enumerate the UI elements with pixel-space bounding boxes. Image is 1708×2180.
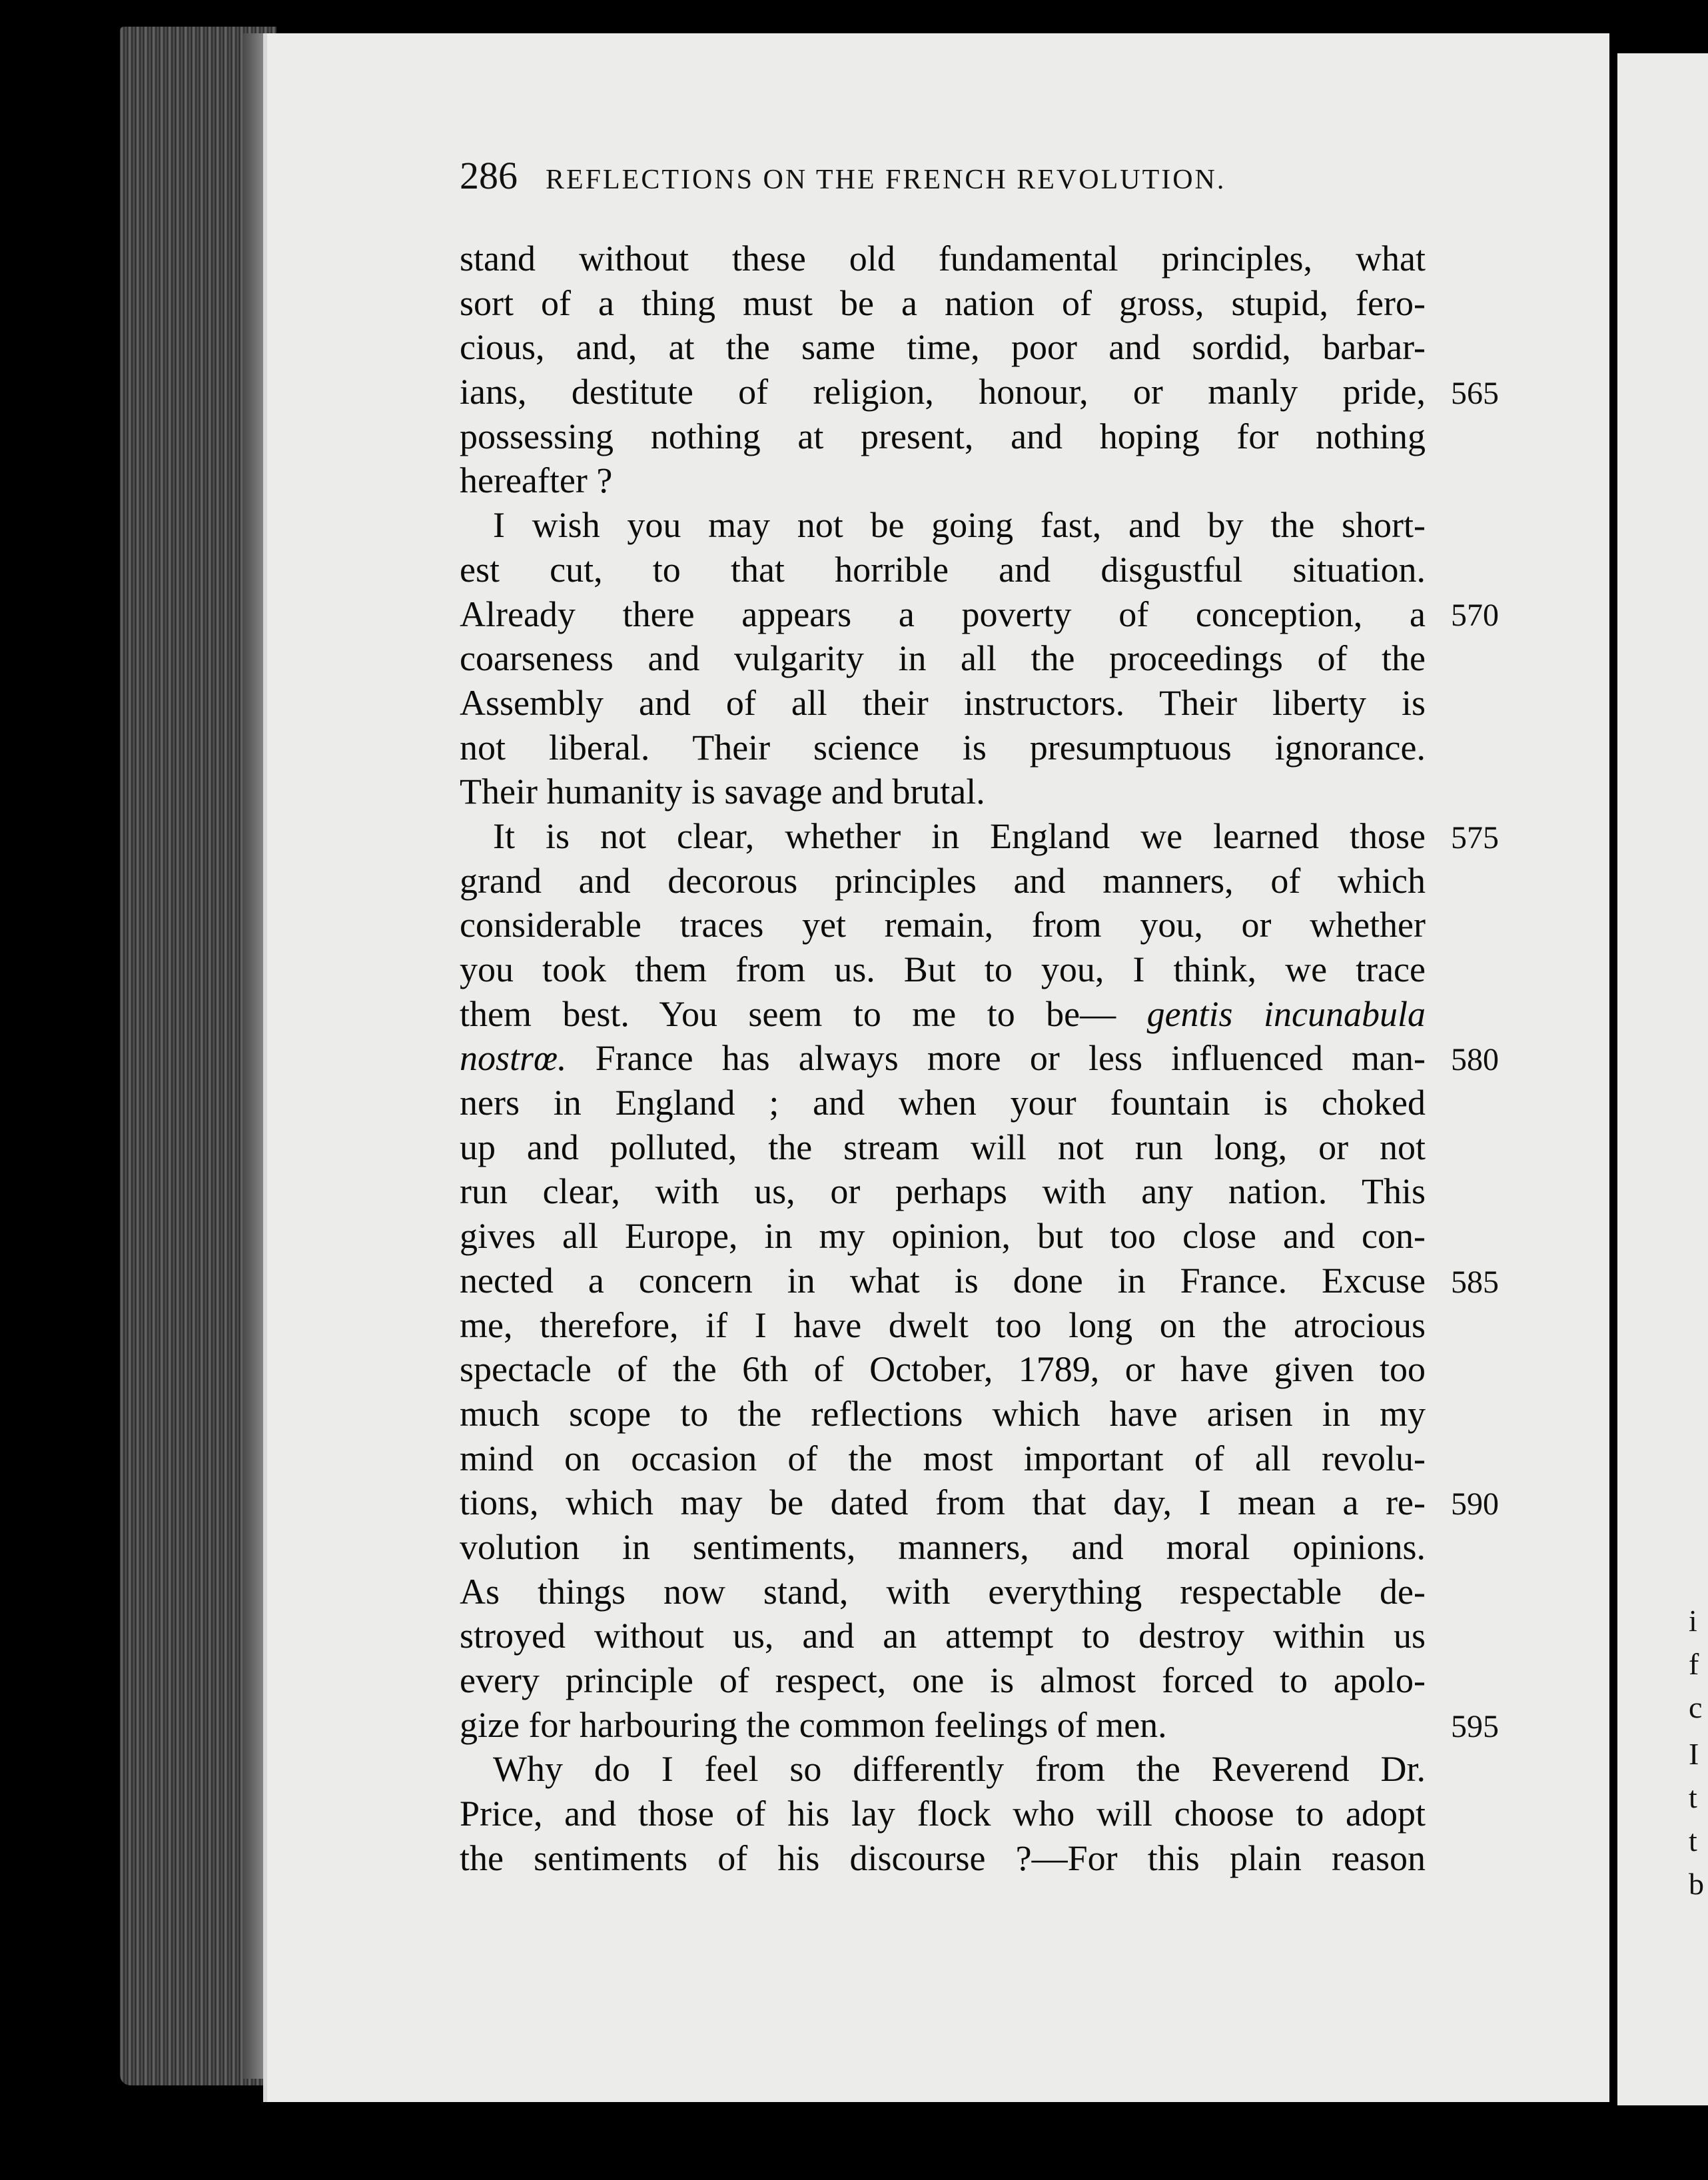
text-line: run clear, with us, or perhaps with any nation. This [460, 1171, 1426, 1212]
adjacent-page-glyph: t [1689, 1824, 1697, 1858]
text-line: considerable traces yet remain, from you, or whether [460, 905, 1426, 945]
text-line: cious, and, at the same time, poor and sordid, barbar- [460, 327, 1426, 368]
adjacent-page-glyph: i [1689, 1604, 1697, 1638]
line-number: 570 [1451, 598, 1499, 633]
text-line: coarseness and vulgarity in all the proceedings of the [460, 638, 1426, 679]
text-line-mixed [460, 1036, 1426, 1081]
running-head [460, 153, 1392, 213]
text-line: Assembly and of all their instructors. Their liberty is [460, 682, 1426, 723]
page-number: 286 [460, 154, 518, 197]
adjacent-page-glyph: I [1689, 1737, 1699, 1771]
text-fragment: France has always more or less influenced man- [595, 1038, 1426, 1079]
text-line: Their humanity is savage and brutal. [460, 772, 985, 812]
text-line: me, therefore, if I have dwelt too long on the atrocious [460, 1305, 1426, 1345]
text-line: hereafter ? [460, 460, 613, 501]
line-number: 575 [1451, 820, 1499, 855]
text-line: up and polluted, the stream will not run long, or not [460, 1127, 1426, 1167]
text-line: every principle of respect, one is almost forced to apolo- [460, 1660, 1426, 1700]
text-line: Why do I feel so differently from the Reverend Dr. [493, 1749, 1426, 1790]
latin-phrase: nostrœ. [460, 1038, 567, 1079]
text-line: possessing nothing at present, and hoping for nothing [460, 416, 1426, 456]
line-number: 565 [1451, 376, 1499, 411]
text-line: ians, destitute of religion, honour, or manly pride, [460, 372, 1426, 412]
body-text [460, 237, 1426, 1880]
text-line: mind on occasion of the most important of all revolu- [460, 1438, 1426, 1478]
text-line: gives all Europe, in my opinion, but too close and con- [460, 1216, 1426, 1257]
text-line: you took them from us. But to you, I think, we trace [460, 949, 1426, 989]
adjacent-page-glyph: c [1689, 1690, 1703, 1724]
line-number: 595 [1451, 1709, 1499, 1744]
adjacent-page-glyph: b [1689, 1867, 1704, 1901]
text-line: much scope to the reflections which have arisen in my [460, 1393, 1426, 1434]
text-line: not liberal. Their science is presumptuous ignorance. [460, 727, 1426, 768]
text-line: stroyed without us, and an attempt to destroy within us [460, 1616, 1426, 1656]
text-line: Already there appears a poverty of conception, a [460, 594, 1426, 634]
adjacent-page-glyph: f [1689, 1647, 1699, 1681]
text-line: I wish you may not be going fast, and by the short- [493, 505, 1426, 546]
text-line: grand and decorous principles and manners, of which [460, 860, 1426, 901]
running-title: REFLECTIONS ON THE FRENCH REVOLUTION. [546, 165, 1226, 195]
text-line: volution in sentiments, manners, and moral opinions. [460, 1526, 1426, 1567]
text-line: the sentiments of his discourse ?—For this plain reason [460, 1838, 1426, 1878]
text-line: ners in England ; and when your fountain is choked [460, 1083, 1426, 1123]
text-line: Price, and those of his lay flock who will choose to adopt [460, 1794, 1426, 1834]
text-line: tions, which may be dated from that day, I mean a re- [460, 1482, 1426, 1523]
text-line: It is not clear, whether in England we learned those [493, 816, 1426, 856]
text-line-mixed [460, 992, 1426, 1037]
text-line: gize for harbouring the common feelings of men. [460, 1704, 1167, 1745]
line-number: 580 [1451, 1042, 1499, 1077]
adjacent-page-glyph: t [1689, 1780, 1697, 1814]
text-line: sort of a thing must be a nation of gross, stupid, fero- [460, 282, 1426, 323]
line-number: 590 [1451, 1486, 1499, 1522]
line-number: 585 [1451, 1265, 1499, 1300]
text-line: nected a concern in what is done in France. Excuse [460, 1260, 1426, 1301]
text-line: As things now stand, with everything respectable de- [460, 1571, 1426, 1612]
latin-phrase: gentis incunabula [1146, 993, 1426, 1034]
text-fragment: them best. You seem to me to be— [460, 993, 1116, 1034]
text-line: stand without these old fundamental principles, what [460, 239, 1426, 278]
text-line: est cut, to that horrible and disgustful situation. [460, 549, 1426, 590]
text-line: spectacle of the 6th of October, 1789, or have given too [460, 1349, 1426, 1390]
